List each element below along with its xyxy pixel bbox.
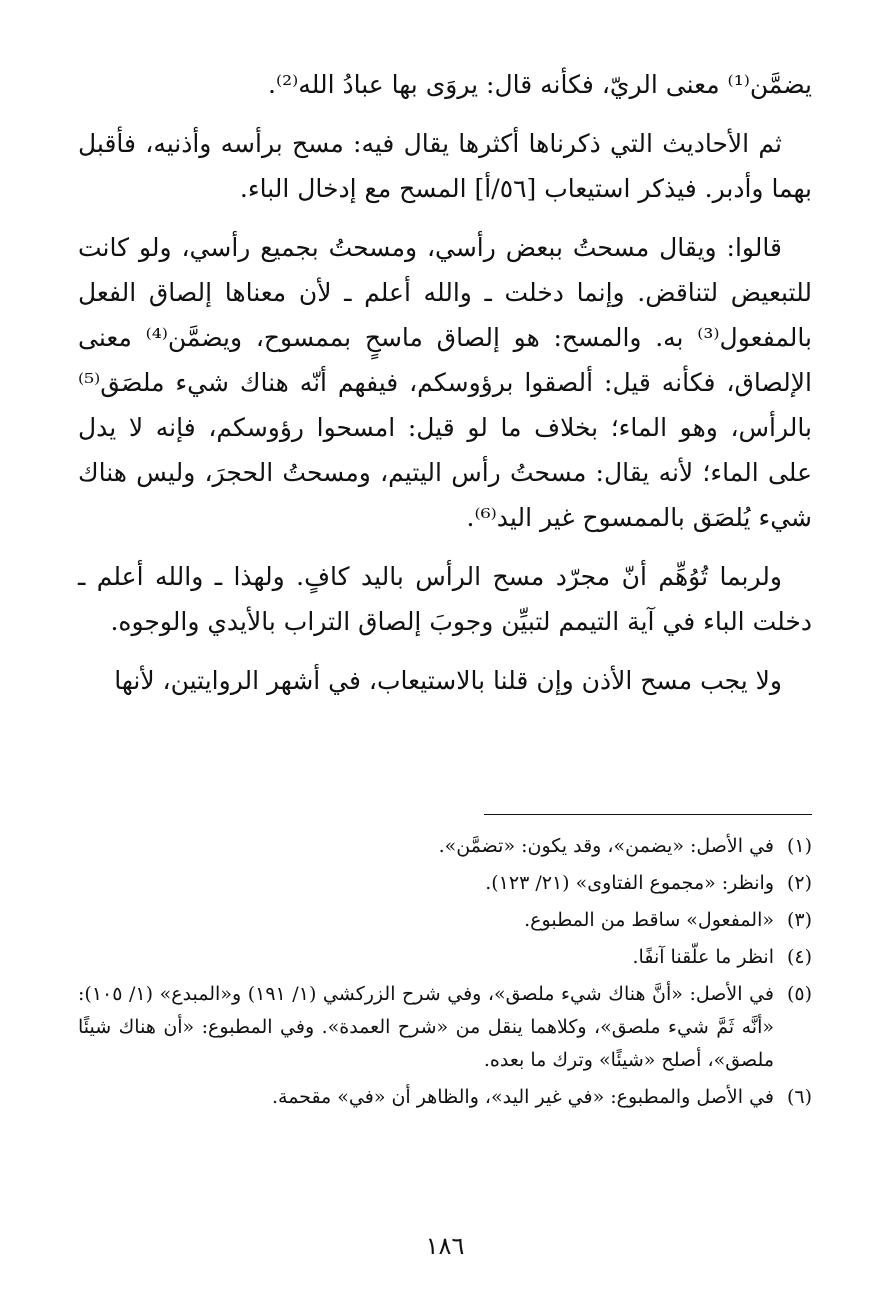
footnote-6 [78,1081,812,1114]
paragraph-4: ولربما تُوُهِّم أنّ مجرّد مسح الرأس باليد كافٍ. ولهذا ـ والله أعلم ـ دخلت الباء في آية التيمم لتبيِّن وجوبَ إلصاق التراب بالأيدي والوجوه. [78,562,812,636]
footnote-text: «المفعول» ساقط من المطبوع. [524,909,774,931]
paragraph-5: ولا يجب مسح الأذن وإن قلنا بالاستيعاب، في أشهر الروايتين، لأنها [114,666,782,695]
footnote-text: في الأصل والمطبوع: «في غير اليد»، والظاهر أن «في» مقحمة. [271,1086,774,1108]
footnote-number: (٥) [786,983,812,1005]
footnote-3 [78,904,812,937]
page-number: ١٨٦ [425,1232,465,1260]
footnote-text: انظر ما علّقنا آنفًا. [632,946,774,968]
paragraph-2: ثم الأحاديث التي ذكرناها أكثرها يقال فيه: مسح برأسه وأذنيه، فأقبل بهما وأدبر. فيذكر استيعاب [٥٦/أ] المسح مع إدخال الباء. [78,129,812,203]
footnote-text: وانظر: «مجموع الفتاوى» (٢١/ ١٢٣). [485,872,774,894]
footnote-number: (٣) [786,909,812,931]
footnote-1 [78,830,812,863]
footnote-number: (١) [786,835,812,857]
footnote-number: (٤) [786,946,812,968]
footnotes [78,830,812,1118]
footnote-number: (٦) [786,1086,812,1108]
paragraph-3: قالوا: ويقال مسحتُ ببعض رأسي، ومسحتُ بجميع رأسي، ولو كانت للتبعيض لتناقض. وإنما دخلت ـ والله أعلم ـ لأن معناها إلصاق الفعل بالمفعول⁽³⁾ به. والمسح: هو إلصاق ماسحٍ بممسوح، ويضمَّن⁽⁴⁾ معنى الإلصاق، فكأنه قيل: ألصقوا برؤوسكم، فيفهم أنّه هناك شيء ملصَق⁽⁵⁾ بالرأس، وهو الماء؛ بخلاف ما لو قيل: امسحوا رؤوسكم، فإنه لا يدل على الماء؛ لأنه يقال: مسحتُ رأس اليتيم، ومسحتُ الحجرَ، وليس هناك شيء يُلصَق بالممسوح غير اليد⁽⁶⁾. [78,233,812,532]
footnote-2 [78,867,812,900]
main-text [78,62,812,703]
book-page [78,62,812,1262]
footnote-5 [78,978,812,1077]
footnote-text: في الأصل: «يضمن»، وقد يكون: «تضمَّن». [438,835,774,857]
footnote-4 [78,941,812,974]
footnote-divider [484,814,812,815]
footnote-number: (٢) [786,872,812,894]
footnote-text: في الأصل: «أنَّ هناك شيء ملصق»، وفي شرح الزركشي (١/ ١٩١) و«المبدع» (١/ ١٠٥): «أنَّه ثَمَّ شيء ملصق»، وكلاهما ينقل من «شرح العمدة». وفي المطبوع: «أن هناك شيئًا ملصق»، أصلح «شيئًا» وترك ما بعده. [78,983,774,1071]
paragraph-1: يضمَّن⁽¹⁾ معنى الريّ، فكأنه قال: يروَى بها عبادُ الله⁽²⁾. [268,70,812,99]
